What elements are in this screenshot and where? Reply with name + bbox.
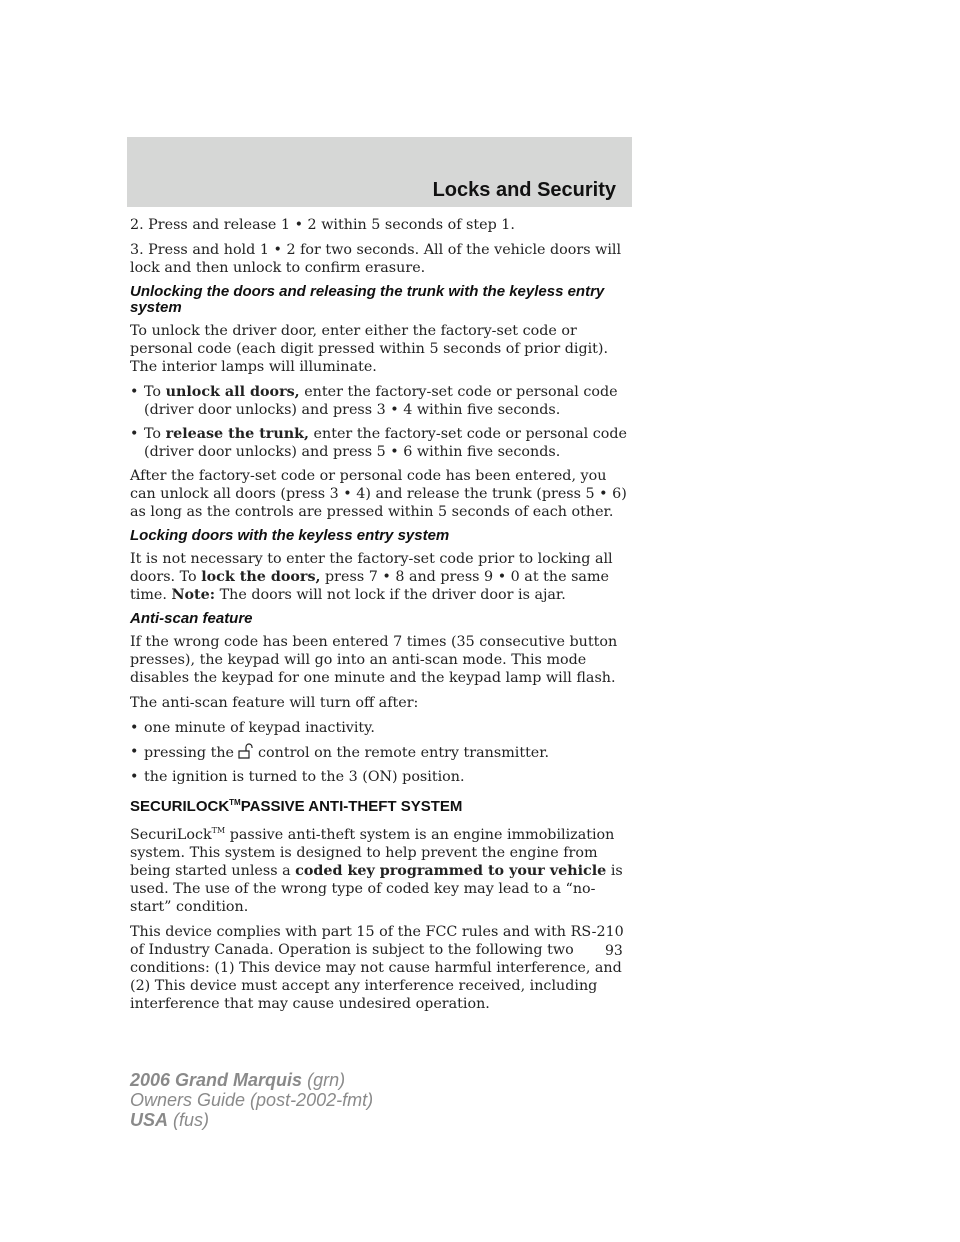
antiscan-heading: Anti-scan feature [130, 610, 253, 627]
bullet-rest: enter the factory-set code or personal code (driver door unlocks) and press 3 • 4 within five seconds. [144, 384, 618, 418]
securilock-brand: SecuriLock [130, 826, 212, 843]
antiscan-bullet-3 [130, 768, 635, 786]
securilock-para2: This device complies with part 15 of the FCC rules and with RS-210 of Industry Canada. Operation is subject to the following two conditions: (1) This device may not cause harmful interference, and (2) This device must accept any interference received, including interference that may cause undesired operation. [130, 923, 624, 1012]
securilock-para1 [130, 822, 635, 916]
footer-line-2: Owners Guide (post-2002-fmt) [130, 1090, 374, 1110]
section-header-band [127, 137, 632, 207]
bullet-prefix: To [144, 426, 166, 442]
securilock-heading-b: PASSIVE ANTI-THEFT SYSTEM [240, 798, 463, 815]
bullet-text-pre: pressing the [144, 745, 235, 761]
release-trunk-bullet [130, 425, 635, 461]
footer-market: USA [130, 1110, 169, 1130]
bullet-bold: unlock all doors, [165, 384, 300, 400]
step-3: 3. Press and hold 1 • 2 for two seconds. All of the vehicle doors will lock and then unlock to confirm erasure. [130, 242, 622, 276]
bullet-text-post: control on the remote entry transmitter. [258, 745, 550, 761]
locking-bold: lock the doors, [201, 569, 321, 585]
bullet-text: one minute of keypad inactivity. [144, 720, 375, 736]
step-2: 2. Press and release 1 • 2 within 5 seconds of step 1. [130, 217, 515, 233]
bullet-dot: • [130, 720, 139, 736]
document-footer [130, 1070, 373, 1130]
locking-text [130, 550, 635, 604]
page-number: 93 [605, 943, 623, 959]
antiscan-para2: The anti-scan feature will turn off after: [130, 695, 419, 711]
antiscan-bullet-2 [130, 743, 635, 762]
trademark-mark: TM [229, 798, 241, 807]
bullet-text: the ignition is turned to the 3 (ON) position. [144, 769, 465, 785]
bullet-dot: • [130, 769, 139, 785]
trademark-mark: TM [211, 826, 226, 835]
unlocking-after: After the factory-set code or personal code has been entered, you can unlock all doors (press 3 • 4) and release the trunk (press 5 • 6) as long as the controls are pressed within 5 seconds of each other. [130, 468, 627, 520]
footer-model-code: (grn) [302, 1070, 346, 1090]
note-label: Note: [171, 587, 216, 603]
locking-heading: Locking doors with the keyless entry system [130, 527, 450, 544]
bullet-rest: enter the factory-set code or personal code (driver door unlocks) and press 5 • 6 within five seconds. [144, 426, 628, 460]
unlock-all-doors-bullet [130, 383, 635, 419]
footer-market-code: (fus) [168, 1110, 210, 1130]
unlock-padlock-icon [236, 743, 254, 759]
footer-line-1 [130, 1070, 373, 1090]
antiscan-para1: If the wrong code has been entered 7 times (35 consecutive button presses), the keypad will go into an anti-scan mode. This mode disables the keypad for one minute and the keypad lamp will flash. [130, 634, 618, 686]
bullet-prefix: To [144, 384, 166, 400]
bullet-dot: • [130, 384, 139, 400]
unlocking-heading: Unlocking the doors and releasing the trunk with the keyless entry system [130, 283, 605, 316]
bullet-bold: release the trunk, [165, 426, 310, 442]
page-content [130, 216, 635, 1020]
locking-text-a: It is not necessary to enter the factory-set code prior to locking all doors. To [130, 551, 613, 585]
locking-text-b: press 7 • 8 and press 9 • 0 at the same time. [130, 569, 609, 603]
footer-model: 2006 Grand Marquis [130, 1070, 303, 1090]
footer-line-3 [130, 1110, 373, 1130]
bullet-dot: • [130, 744, 139, 760]
bullet-dot: • [130, 426, 139, 442]
antiscan-bullet-1 [130, 719, 635, 737]
securilock-heading [130, 794, 635, 816]
securilock-bold: coded key programmed to your vehicle [295, 862, 607, 879]
note-text: The doors will not lock if the driver door is ajar. [215, 587, 566, 603]
unlocking-intro: To unlock the driver door, enter either the factory-set code or personal code (each digit pressed within 5 seconds of prior digit). The interior lamps will illuminate. [130, 323, 609, 375]
securilock-text-a: passive anti-theft system is an engine immobilization system. This system is designed to help prevent the engine from being started unless a [130, 826, 615, 879]
securilock-heading-a: SECURILOCK [130, 798, 230, 815]
securilock-text-b: is used. The use of the wrong type of coded key may lead to a “no-start” condition. [130, 862, 623, 915]
section-title: Locks and Security [432, 179, 616, 201]
